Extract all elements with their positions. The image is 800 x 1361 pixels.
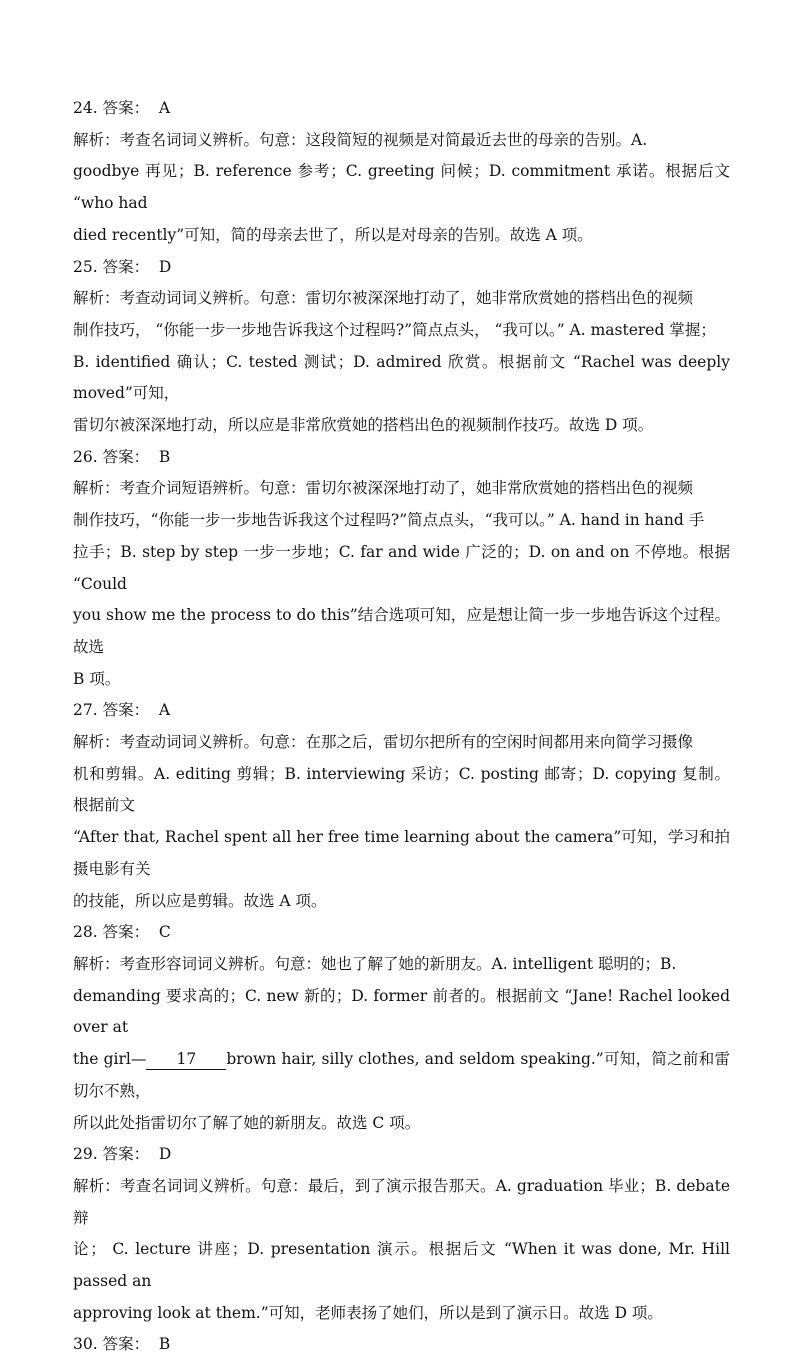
explanation-line: “After that, Rachel spent all her free time learning about the camera”可知，学习和拍摄电影有关 [73,828,730,878]
explanation-line: 解析：考查名词词义辨析。句意：这段简短的视频是对简最近去世的母亲的告别。A. [73,130,648,149]
explanation-line: 解析：考查介词短语辨析。句意：雷切尔被深深地打动了，她非常欣赏她的搭档出色的视频 [73,479,694,498]
explanation-line: goodbye 再见；B. reference 参考；C. greeting 问候；D. commitment 承诺。根据后文 “who had [73,162,730,213]
answer-line: 26. 答案： B [73,447,171,466]
answer-line: 29. 答案： D [73,1145,172,1164]
answer-block-25 [73,252,730,442]
explanation-line: 制作技巧， “你能一步一步地告诉我这个过程吗?”简点点头， “我可以。” A. mastered 掌握； [73,320,716,339]
answer-block-28 [73,917,730,1139]
explanation-line: 雷切尔被深深地打动，所以应是非常欣赏她的搭档出色的视频制作技巧。故选 D 项。 [73,416,654,435]
explanation-line: approving look at them.”可知，老师表扬了她们，所以是到了演示日。故选 D 项。 [73,1303,663,1322]
answer-block-27 [73,695,730,917]
explanation-line: 所以此处指雷切尔了解了她的新朋友。故选 C 项。 [73,1113,421,1132]
explanation-line: 机和剪辑。A. editing 剪辑；B. interviewing 采访；C. posting 邮寄；D. copying 复制。根据前文 [73,764,730,815]
text-after-blank: brown hair, silly clothes, and seldom speaking.”可知，简之前和雷切尔不熟， [73,1050,730,1100]
answer-line: 30. 答案： B [73,1335,171,1354]
explanation-line: B. identified 确认；C. tested 测试；D. admired 欣赏。根据前文 “Rachel was deeply moved”可知， [73,352,730,403]
answer-block-29 [73,1139,730,1329]
answer-sheet [73,93,730,1361]
explanation-line: 的技能，所以应是剪辑。故选 A 项。 [73,891,327,910]
answer-block-30 [73,1329,730,1361]
explanation-line: 解析：考查形容词词义辨析。句意：她也了解了她的新朋友。A. intelligent 聪明的；B. [73,954,677,973]
explanation-line: 解析：考查名词词义辨析。句意：最后，到了演示报告那天。A. graduation 毕业；B. debate 辩 [73,1176,730,1227]
explanation-line: B 项。 [73,669,121,688]
answer-block-26 [73,442,730,696]
explanation-line: demanding 要求高的；C. new 新的；D. former 前者的。根据前文 “Jane! Rachel looked over at [73,986,730,1037]
answer-line: 24. 答案： A [73,99,171,117]
explanation-line: you show me the process to do this”结合选项可知，应是想让简一步一步地告诉这个过程。故选 [73,606,730,656]
answer-line: 28. 答案： C [73,923,171,942]
answer-line: 25. 答案： D [73,257,172,276]
explanation-line: 论； C. lecture 讲座；D. presentation 演示。根据后文 “When it was done, Mr. Hill passed an [73,1240,730,1291]
explanation-line [73,1044,730,1107]
explanation-line: 拉手；B. step by step 一步一步地；C. far and wide 广泛的；D. on and on 不停地。根据 “Could [73,542,730,593]
explanation-line: 解析：考查动词词义辨析。句意：雷切尔被深深地打动了，她非常欣赏她的搭档出色的视频 [73,289,694,308]
explanation-line: died recently”可知，简的母亲去世了，所以是对母亲的告别。故选 A 项。 [73,225,593,244]
answer-line: 27. 答案： A [73,701,171,720]
explanation-line: 制作技巧，“你能一步一步地告诉我这个过程吗?”简点点头，“我可以。” A. hand in hand 手 [73,511,705,530]
explanation-line: 解析：考查动词词义辨析。句意：在那之后，雷切尔把所有的空闲时间都用来向简学习摄像 [73,733,694,752]
blank-number: 17 [146,1049,226,1070]
text-before-blank: the girl— [73,1050,147,1069]
answer-block-24 [73,93,730,252]
